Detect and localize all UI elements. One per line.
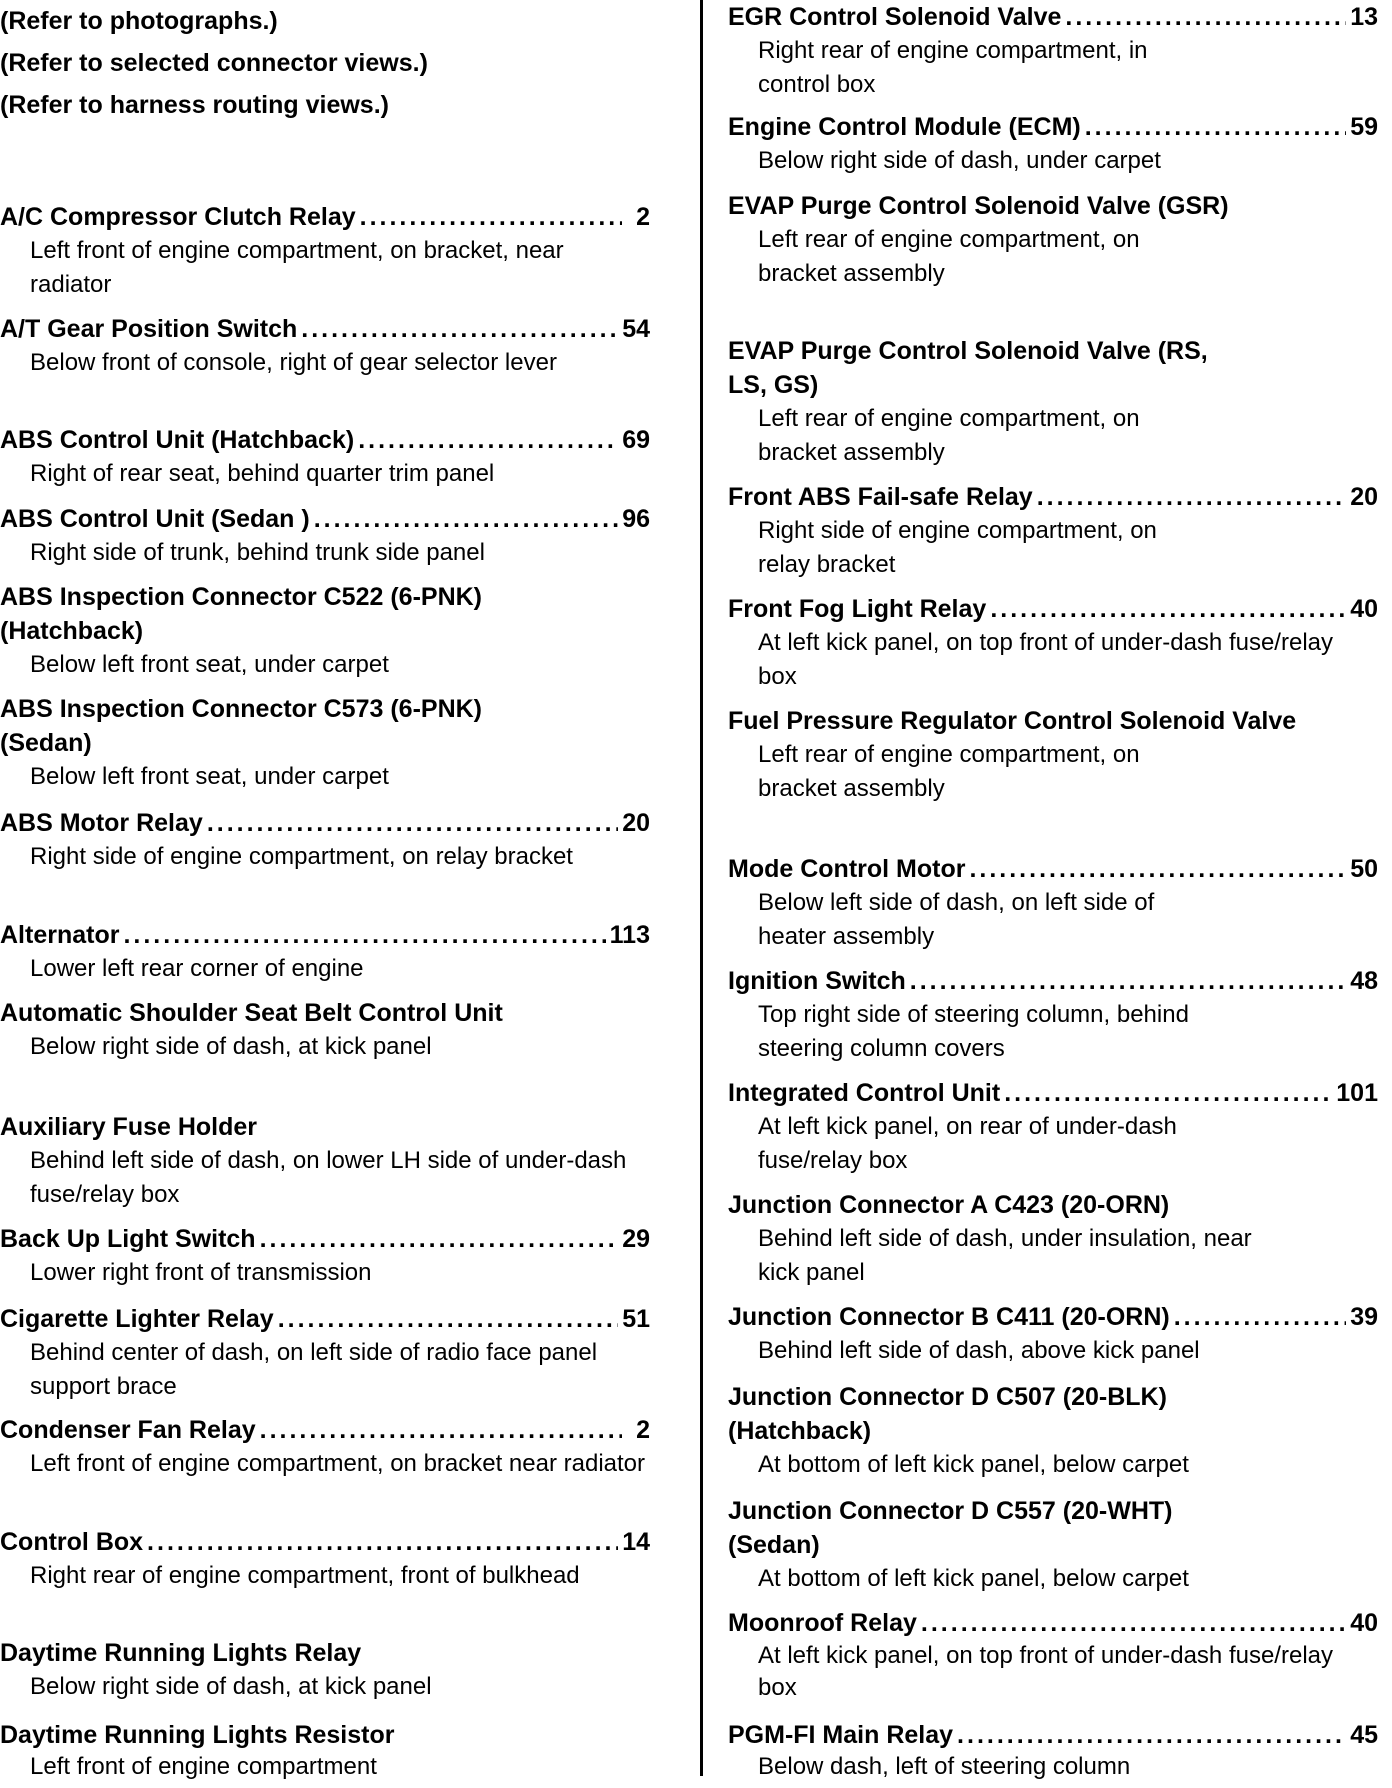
dot-leader [314, 502, 618, 536]
component-location: Left front of engine compartment, on bracket near radiator [30, 1450, 646, 1477]
dot-leader [123, 918, 605, 952]
page-number: 39 [1350, 1303, 1378, 1331]
component-title: Fuel Pressure Regulator Control Solenoid Valve [728, 707, 1297, 735]
page-number: 40 [1350, 1609, 1378, 1637]
component-title: Junction Connector A C423 (20-ORN) [728, 1191, 1170, 1219]
component-location: Below dash, left of steering column [758, 1753, 1131, 1780]
component-title: Junction Connector D C507 (20-BLK) (Hatchback) [728, 1383, 1167, 1445]
component-title: Junction Connector D C557 (20-WHT) (Sedan) [728, 1497, 1173, 1559]
column-divider [700, 0, 703, 1776]
component-entry [0, 1718, 650, 1782]
dot-leader [207, 806, 618, 840]
page-number: 13 [1350, 3, 1378, 31]
component-entry [0, 312, 650, 380]
dot-leader [260, 1413, 622, 1447]
component-entry [728, 1188, 1378, 1290]
component-entry [0, 1413, 650, 1481]
reference-note: (Refer to harness routing views.) [0, 91, 389, 119]
component-title: ABS Motor Relay [0, 809, 203, 837]
page-number: 48 [1350, 967, 1378, 995]
component-location: Behind center of dash, on left side of radio face panel support brace [30, 1339, 598, 1400]
page-number: 2 [636, 203, 650, 231]
component-entry [0, 1636, 650, 1704]
component-location: Behind left side of dash, above kick panel [758, 1337, 1200, 1364]
component-title: Ignition Switch [728, 967, 906, 995]
component-entry [728, 334, 1378, 470]
page-number: 20 [1350, 483, 1378, 511]
dot-leader [278, 1302, 619, 1336]
component-location: At left kick panel, on rear of under-dash fuse/relay box [758, 1113, 1177, 1174]
component-location: Right of rear seat, behind quarter trim panel [30, 460, 495, 487]
page-number: 2 [636, 1416, 650, 1444]
page-number: 51 [622, 1305, 650, 1333]
dot-leader [1065, 0, 1346, 34]
component-location: Right side of trunk, behind trunk side panel [30, 539, 485, 566]
component-location: Below left front seat, under carpet [30, 651, 389, 678]
component-location: Below front of console, right of gear selector lever [30, 349, 557, 376]
component-title: Cigarette Lighter Relay [0, 1305, 274, 1333]
component-entry [728, 0, 1378, 102]
component-entry [728, 480, 1378, 582]
component-location: Lower right front of transmission [30, 1259, 372, 1286]
component-location: Left rear of engine compartment, on bracket assembly [758, 405, 1140, 466]
component-title: Control Box [0, 1528, 144, 1556]
component-title: Automatic Shoulder Seat Belt Control Unit [0, 999, 503, 1027]
component-entry [728, 1076, 1378, 1178]
component-title: ABS Inspection Connector C522 (6-PNK) (Hatchback) [0, 583, 483, 645]
component-entry [728, 1380, 1378, 1482]
component-location: Lower left rear corner of engine [30, 955, 364, 982]
component-title: EGR Control Solenoid Valve [728, 3, 1062, 31]
dot-leader [1037, 480, 1346, 514]
component-location: Below right side of dash, at kick panel [30, 1033, 432, 1060]
dot-leader [910, 964, 1346, 998]
component-entry [728, 964, 1378, 1066]
component-title: ABS Control Unit (Hatchback) [0, 426, 355, 454]
component-location: At bottom of left kick panel, below carpet [758, 1451, 1189, 1478]
page-number: 101 [1336, 1079, 1378, 1107]
reference-notes [0, 0, 650, 122]
page-number: 14 [622, 1528, 650, 1556]
component-location: Left front of engine compartment, on bracket, near radiator [30, 237, 564, 298]
left-column [0, 0, 650, 1788]
page-number: 113 [609, 921, 650, 949]
dot-leader [360, 200, 622, 234]
dot-leader [147, 1525, 618, 1559]
component-location: Right rear of engine compartment, front of bulkhead [30, 1562, 580, 1589]
reference-note: (Refer to photographs.) [0, 7, 278, 35]
component-location: Below right side of dash, under carpet [758, 147, 1161, 174]
component-entry [728, 704, 1378, 806]
page-number: 29 [622, 1225, 650, 1253]
page-number: 50 [1350, 855, 1378, 883]
component-title: Moonroof Relay [728, 1609, 917, 1637]
component-entry [0, 1525, 650, 1593]
component-entry [0, 806, 650, 874]
component-entry [728, 189, 1378, 291]
component-title: A/T Gear Position Switch [0, 315, 298, 343]
dot-leader [358, 423, 618, 457]
dot-leader [260, 1222, 619, 1256]
dot-leader [921, 1606, 1346, 1640]
component-location: At left kick panel, on top front of under-dash fuse/relay box [758, 629, 1333, 690]
component-location: Behind left side of dash, under insulation, near kick panel [758, 1225, 1252, 1286]
component-location: At left kick panel, on top front of under-dash fuse/relay box [758, 1642, 1333, 1701]
component-entry [0, 1222, 650, 1290]
component-location: Left rear of engine compartment, on bracket assembly [758, 741, 1140, 802]
component-location: Left front of engine compartment [30, 1753, 377, 1780]
component-title: ABS Inspection Connector C573 (6-PNK) (Sedan) [0, 695, 483, 757]
component-location: Below left front seat, under carpet [30, 763, 389, 790]
component-title: Back Up Light Switch [0, 1225, 256, 1253]
right-column [728, 0, 1378, 1788]
component-location: Top right side of steering column, behind steering column covers [758, 1001, 1189, 1062]
component-title: Auxiliary Fuse Holder [0, 1113, 258, 1141]
component-location: Right rear of engine compartment, in control box [758, 37, 1148, 98]
component-location: Below right side of dash, at kick panel [30, 1673, 432, 1700]
dot-leader [957, 1718, 1346, 1752]
dot-leader [301, 312, 618, 346]
component-title: Engine Control Module (ECM) [728, 113, 1081, 141]
component-title: Alternator [0, 921, 120, 949]
component-entry [0, 1110, 650, 1212]
component-location: Behind left side of dash, on lower LH side of under-dash fuse/relay box [30, 1147, 627, 1208]
page-number: 45 [1350, 1721, 1378, 1749]
dot-leader [990, 592, 1346, 626]
component-entry [728, 110, 1378, 178]
dot-leader [1004, 1076, 1332, 1110]
component-entry [0, 1302, 650, 1404]
component-title: Junction Connector B C411 (20-ORN) [728, 1303, 1170, 1331]
component-location: At bottom of left kick panel, below carpet [758, 1565, 1189, 1592]
page-number: 96 [622, 505, 650, 533]
component-entry [728, 592, 1378, 694]
component-title: Front Fog Light Relay [728, 595, 987, 623]
component-location: Left rear of engine compartment, on bracket assembly [758, 226, 1140, 287]
dot-leader [1085, 110, 1346, 144]
component-title: ABS Control Unit (Sedan ) [0, 505, 310, 533]
component-entry [0, 423, 650, 491]
page-number: 59 [1350, 113, 1378, 141]
page-number: 69 [622, 426, 650, 454]
component-entry [728, 852, 1378, 954]
reference-note: (Refer to selected connector views.) [0, 49, 428, 77]
component-title: Integrated Control Unit [728, 1079, 1001, 1107]
component-entry [728, 1300, 1378, 1368]
dot-leader [1174, 1300, 1346, 1334]
component-entry [728, 1718, 1378, 1782]
component-title: EVAP Purge Control Solenoid Valve (RS, LS, GS) [728, 337, 1208, 399]
component-entry [0, 200, 650, 302]
component-title: Front ABS Fail-safe Relay [728, 483, 1033, 511]
component-entry [728, 1494, 1378, 1596]
component-title: Daytime Running Lights Resistor [0, 1721, 395, 1749]
component-entry [0, 502, 650, 570]
component-entry [0, 996, 650, 1064]
component-location: Right side of engine compartment, on relay bracket [758, 517, 1157, 578]
dot-leader [969, 852, 1346, 886]
page-number: 20 [622, 809, 650, 837]
component-title: Mode Control Motor [728, 855, 966, 883]
component-title: A/C Compressor Clutch Relay [0, 203, 356, 231]
component-title: Daytime Running Lights Relay [0, 1639, 362, 1667]
component-title: Condenser Fan Relay [0, 1416, 256, 1444]
component-location: Below left side of dash, on left side of heater assembly [758, 889, 1155, 950]
component-entry [0, 580, 650, 682]
page-number: 54 [622, 315, 650, 343]
component-title: PGM-FI Main Relay [728, 1721, 954, 1749]
component-entry [0, 692, 650, 794]
component-location: Right side of engine compartment, on relay bracket [30, 843, 573, 870]
page-number: 40 [1350, 595, 1378, 623]
component-entry [728, 1606, 1378, 1704]
component-title: EVAP Purge Control Solenoid Valve (GSR) [728, 192, 1229, 220]
component-entry [0, 918, 650, 986]
